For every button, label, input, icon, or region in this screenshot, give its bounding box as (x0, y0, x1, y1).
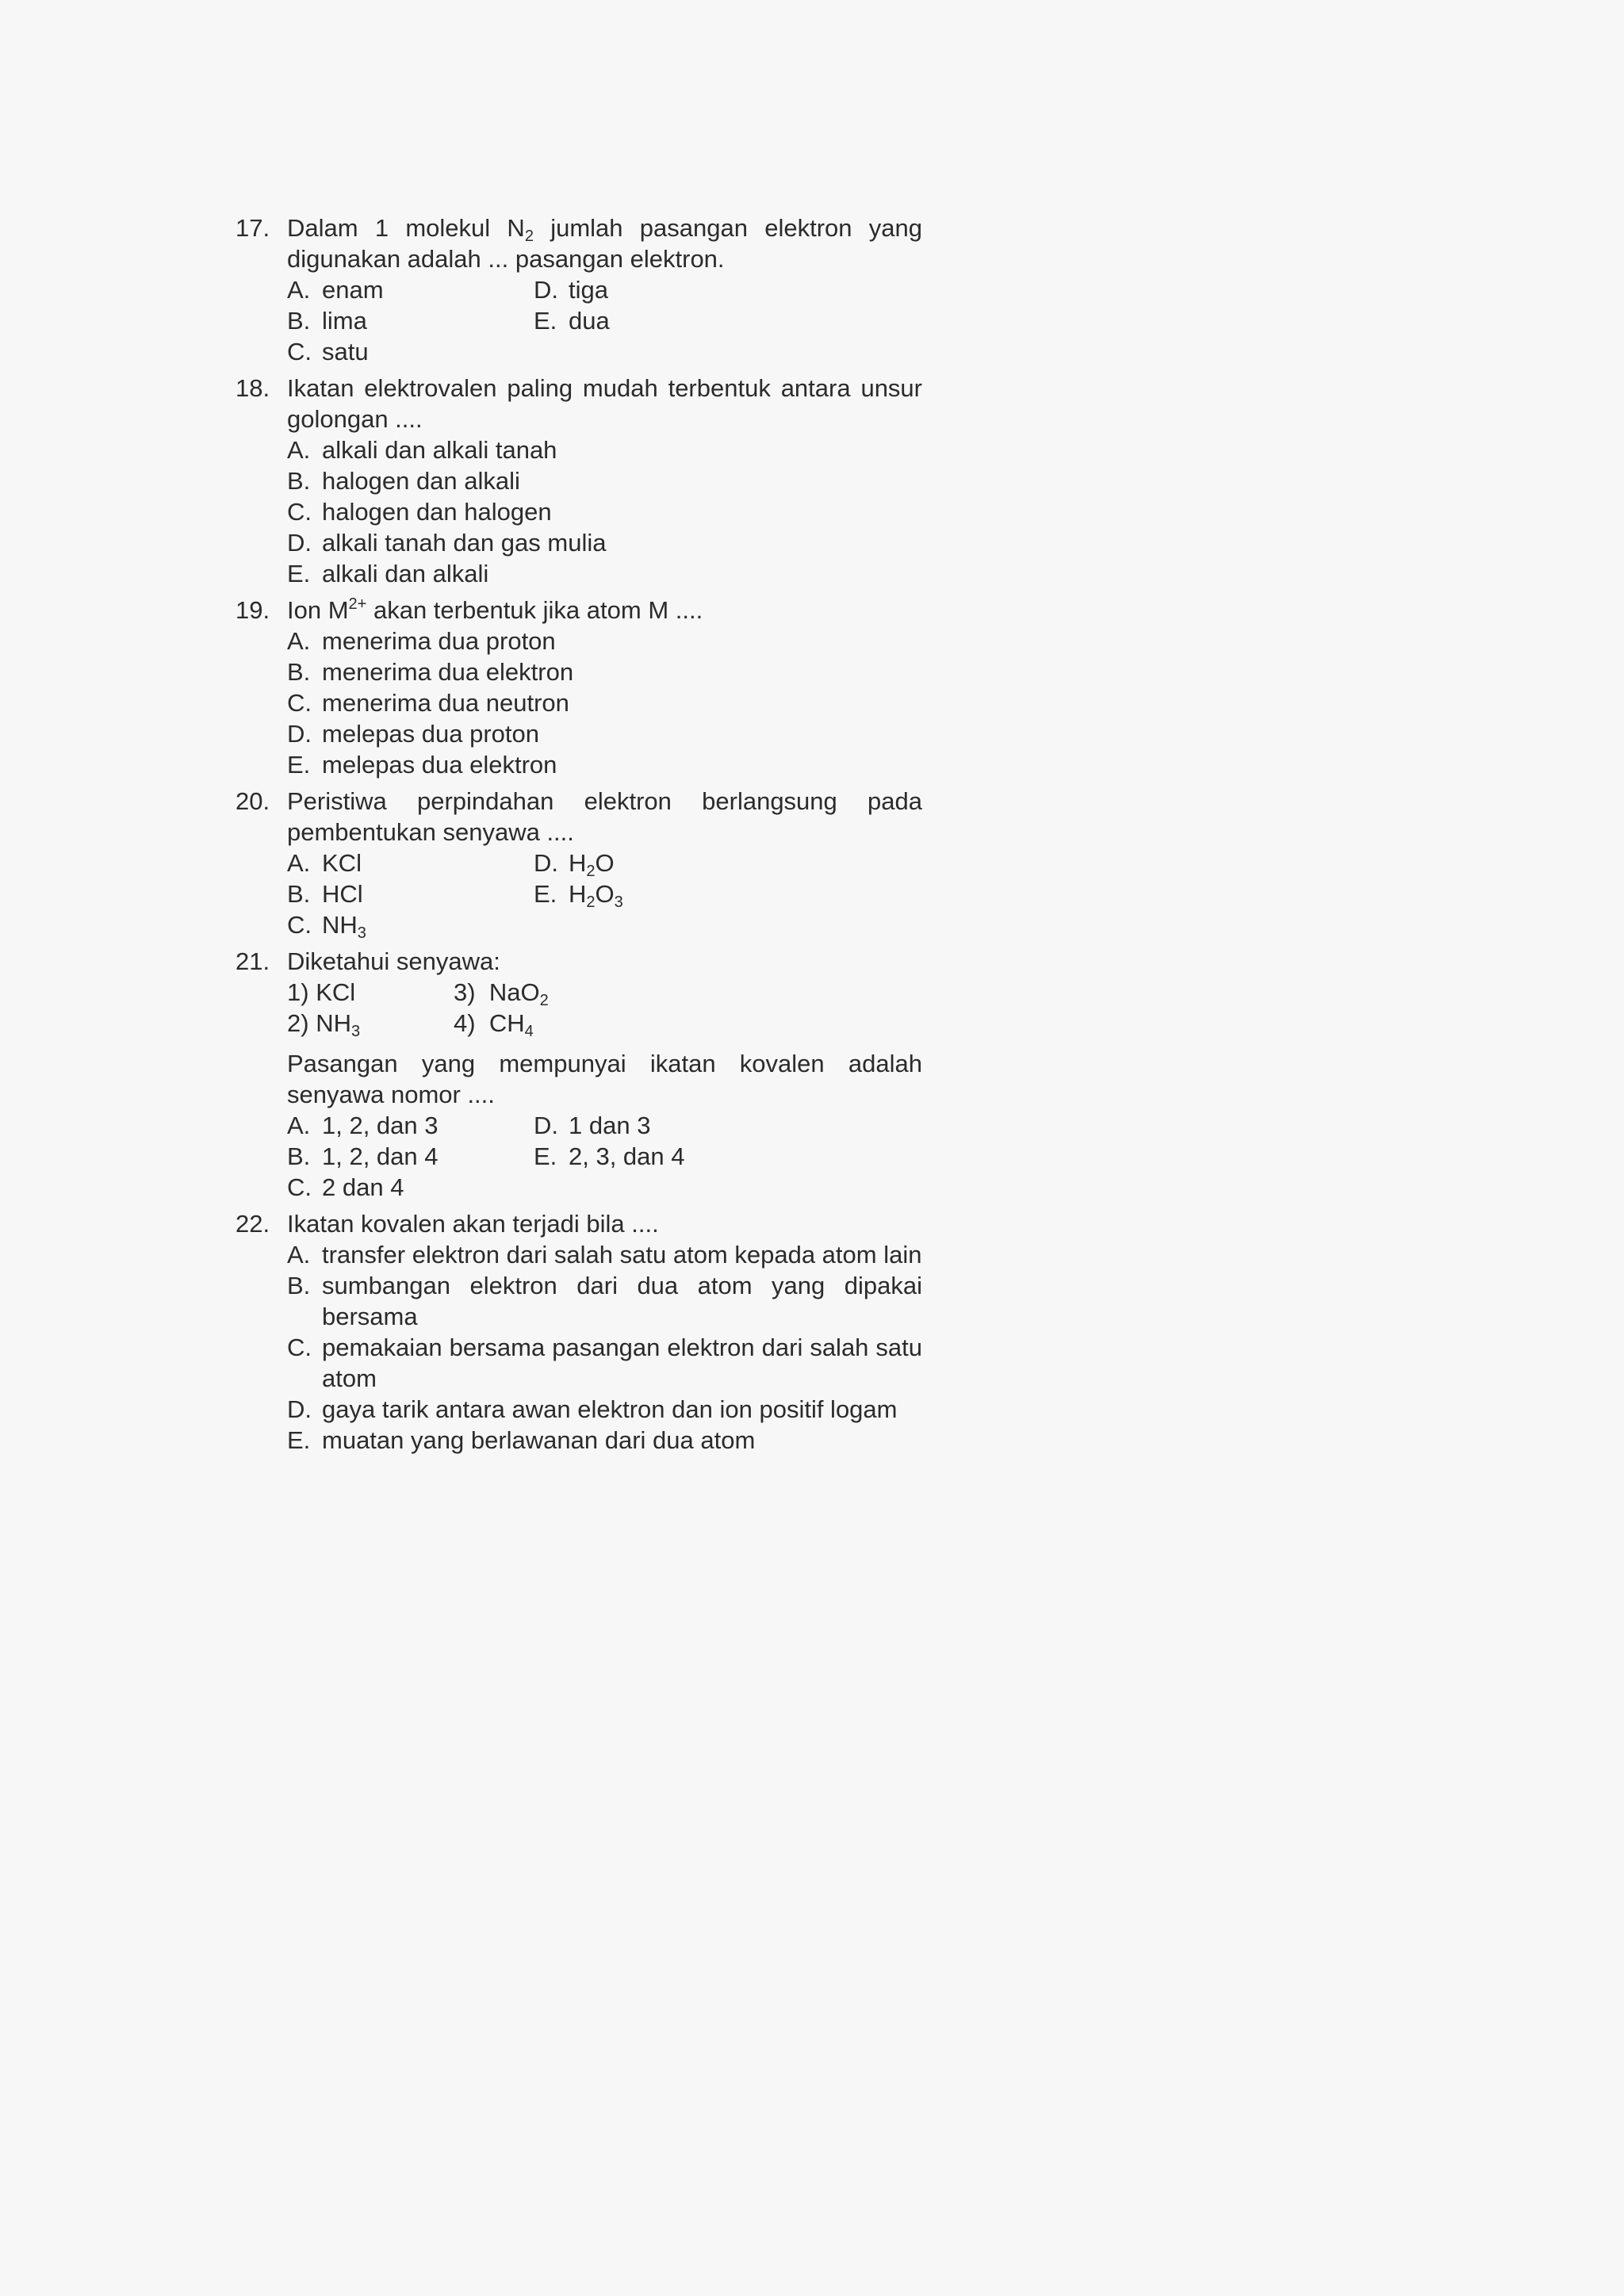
question-text: Diketahui senyawa: (287, 947, 500, 975)
question-20 (236, 786, 922, 940)
question-number: 19. (236, 596, 270, 624)
option-e[interactable]: E. $H_2O_3$ (534, 880, 623, 911)
subscript: 2 (524, 228, 534, 245)
option-b[interactable]: B. halogen dan alkali (287, 467, 520, 495)
question-19 (236, 595, 922, 780)
compound-2: 2) $NH_3$ (287, 1009, 361, 1040)
option-a[interactable]: A. transfer elektron dari salah satu atom kepada atom lain (287, 1241, 922, 1269)
question-number: 21. (236, 947, 270, 975)
option-row (287, 305, 922, 336)
compound-1: 1) KCl (287, 978, 356, 1006)
option-row (287, 909, 922, 940)
option-row (287, 1141, 922, 1172)
question-number: 20. (236, 787, 270, 815)
option-a[interactable]: A. 1, 2, dan 3 (287, 1112, 439, 1139)
option-e[interactable]: E. alkali dan alkali (287, 560, 489, 587)
option-c[interactable]: C. satu (287, 338, 369, 365)
option-b[interactable]: B. sumbangan elektron dari dua atom yang dipakai bersama (287, 1272, 922, 1330)
option-row (287, 848, 922, 878)
option-row (287, 1172, 922, 1203)
option-c[interactable]: C. 2 dan 4 (287, 1173, 404, 1201)
option-a[interactable]: A. enam (287, 276, 384, 304)
option-a[interactable]: A. alkali dan alkali tanah (287, 436, 557, 464)
compound-list-row (287, 977, 922, 1008)
question-number: 22. (236, 1210, 270, 1238)
option-row (287, 336, 922, 367)
question-number: 18. (236, 374, 270, 402)
option-a[interactable]: A. KCl (287, 849, 362, 877)
option-d[interactable]: D. gaya tarik antara awan elektron dan ion positif logam (287, 1395, 898, 1423)
superscript: 2+ (348, 595, 367, 613)
option-row (287, 274, 922, 305)
question-subtext: Pasangan yang mempunyai ikatan kovalen adalah senyawa nomor .... (287, 1050, 922, 1108)
option-b[interactable]: B. 1, 2, dan 4 (287, 1142, 439, 1170)
option-d[interactable]: D. alkali tanah dan gas mulia (287, 529, 607, 557)
question-18 (236, 373, 922, 589)
question-22 (236, 1208, 922, 1456)
question-text: Ikatan elektrovalen paling mudah terbentuk antara unsur golongan .... (287, 374, 922, 433)
option-d[interactable]: D. tiga (534, 276, 608, 304)
question-text: Dalam 1 molekul $N_2$ jumlah pasangan elektron yang digunakan adalah ... pasangan elektron. (287, 214, 922, 273)
question-17 (236, 212, 922, 367)
option-c[interactable]: C. halogen dan halogen (287, 498, 552, 526)
option-c[interactable]: C. menerima dua neutron (287, 689, 569, 717)
option-d[interactable]: D. melepas dua proton (287, 720, 540, 748)
question-21 (236, 946, 922, 1203)
option-e[interactable]: E. dua (534, 307, 610, 335)
option-e[interactable]: E. muatan yang berlawanan dari dua atom (287, 1426, 756, 1454)
option-row (287, 878, 922, 909)
compound-3: 3) NaO$_2$ (454, 978, 549, 1009)
option-c[interactable]: C. $NH_3$ (287, 911, 366, 942)
option-a[interactable]: A. menerima dua proton (287, 627, 556, 655)
compound-4: 4) $CH_4$ (454, 1009, 534, 1040)
question-number: 17. (236, 214, 270, 242)
option-b[interactable]: B. lima (287, 307, 367, 335)
option-b[interactable]: B. HCl (287, 880, 363, 908)
option-b[interactable]: B. menerima dua elektron (287, 658, 574, 686)
question-text: Ion $M^{2+}$ akan terbentuk jika atom M .... (287, 595, 703, 624)
option-d[interactable]: D. 1 dan 3 (534, 1112, 651, 1139)
option-e[interactable]: E. 2, 3, dan 4 (534, 1142, 685, 1170)
compound-list-row (287, 1008, 922, 1039)
option-d[interactable]: D. $H_2O$ (534, 849, 615, 880)
option-row (287, 1110, 922, 1141)
option-e[interactable]: E. melepas dua elektron (287, 751, 557, 779)
option-c[interactable]: C. pemakaian bersama pasangan elektron dari salah satu atom (287, 1334, 922, 1392)
question-text: Ikatan kovalen akan terjadi bila .... (287, 1210, 659, 1238)
question-text: Peristiwa perpindahan elektron berlangsung pada pembentukan senyawa .... (287, 787, 922, 846)
question-list (236, 212, 922, 1461)
